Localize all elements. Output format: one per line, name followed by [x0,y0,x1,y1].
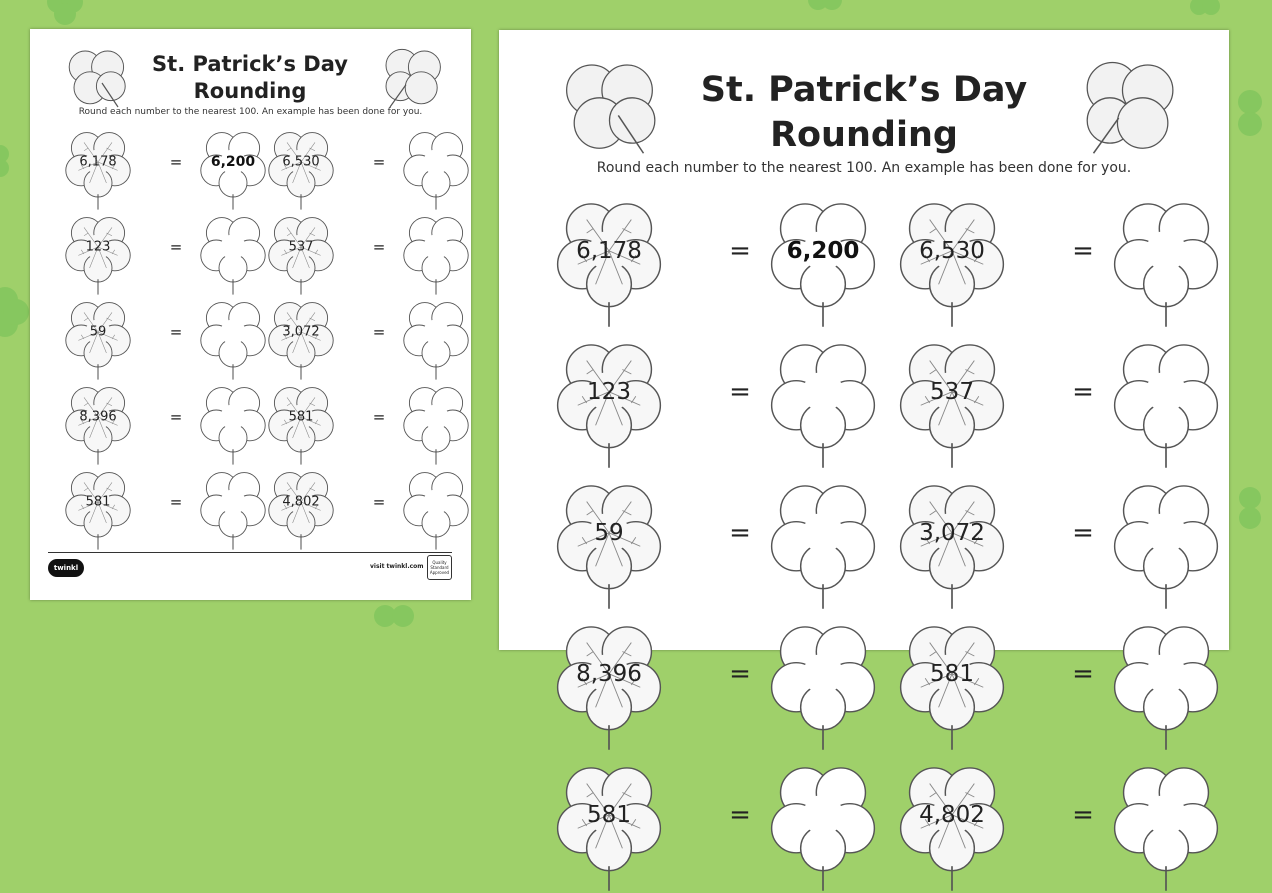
twinkl-logo: twinkl [48,559,84,577]
equals-sign: = [1072,518,1094,549]
instructions: Round each number to the nearest 100. An example has been done for you. [78,107,423,117]
background-shamrock-icon [0,280,30,350]
question-number: 581 [930,661,974,688]
question-number: 537 [288,239,314,255]
question-number: 8,396 [79,409,117,425]
equals-sign: = [1072,659,1094,690]
instructions: Round each number to the nearest 100. An example has been done for you. [596,160,1132,176]
background-shamrock-icon [1232,480,1272,540]
clover-icon [549,52,675,160]
question-number: 6,530 [282,154,320,170]
background-shamrock-icon [1185,0,1225,26]
question-number: 581 [288,409,314,425]
quality-badge: Quality Standard Approved [427,555,452,580]
background-shamrock-icon [1230,80,1270,150]
equals-sign: = [729,236,751,267]
question-number: 537 [930,379,974,406]
background-shamrock-icon [0,140,20,180]
equals-sign: = [1072,377,1094,408]
question-number: 8,396 [576,661,642,688]
equals-sign: = [372,153,386,172]
clover-icon [1062,52,1188,160]
question-number: 59 [594,520,624,547]
answer-value: 6,200 [786,238,860,265]
background-shamrock-icon [365,598,425,638]
equals-sign: = [169,238,183,257]
footer-divider [48,552,452,553]
equals-sign: = [169,153,183,172]
background-shamrock-icon [800,0,850,22]
equals-sign: = [169,493,183,512]
question-number: 3,072 [282,324,320,340]
question-number: 6,178 [79,154,117,170]
question-number: 581 [587,802,631,829]
question-number: 6,178 [576,238,642,265]
equals-sign: = [372,408,386,427]
equals-sign: = [1072,800,1094,831]
question-number: 6,530 [919,238,985,265]
worksheet-zoomed [499,30,1229,831]
equals-sign: = [729,518,751,549]
question-number: 4,802 [282,494,320,510]
visit-link: visit twinkl.com [370,563,424,570]
question-number: 123 [85,239,111,255]
worksheet-title: St. Patrick’s Day Rounding [700,70,1028,155]
equals-sign: = [372,493,386,512]
background-shamrock-icon [40,0,90,28]
equals-sign: = [1072,236,1094,267]
worksheet-thumbnail [30,29,471,600]
equals-sign: = [372,323,386,342]
question-number: 4,802 [919,802,985,829]
equals-sign: = [169,323,183,342]
worksheet-title: St. Patrick’s Day Rounding [152,52,348,103]
question-number: 581 [85,494,111,510]
question-number: 3,072 [919,520,985,547]
question-number: 59 [89,324,107,340]
equals-sign: = [729,800,751,831]
question-number: 123 [587,379,631,406]
clover-icon [370,43,450,111]
equals-sign: = [729,659,751,690]
answer-value: 6,200 [210,154,256,171]
equals-sign: = [729,377,751,408]
equals-sign: = [372,238,386,257]
equals-sign: = [169,408,183,427]
clover-icon [58,43,138,111]
